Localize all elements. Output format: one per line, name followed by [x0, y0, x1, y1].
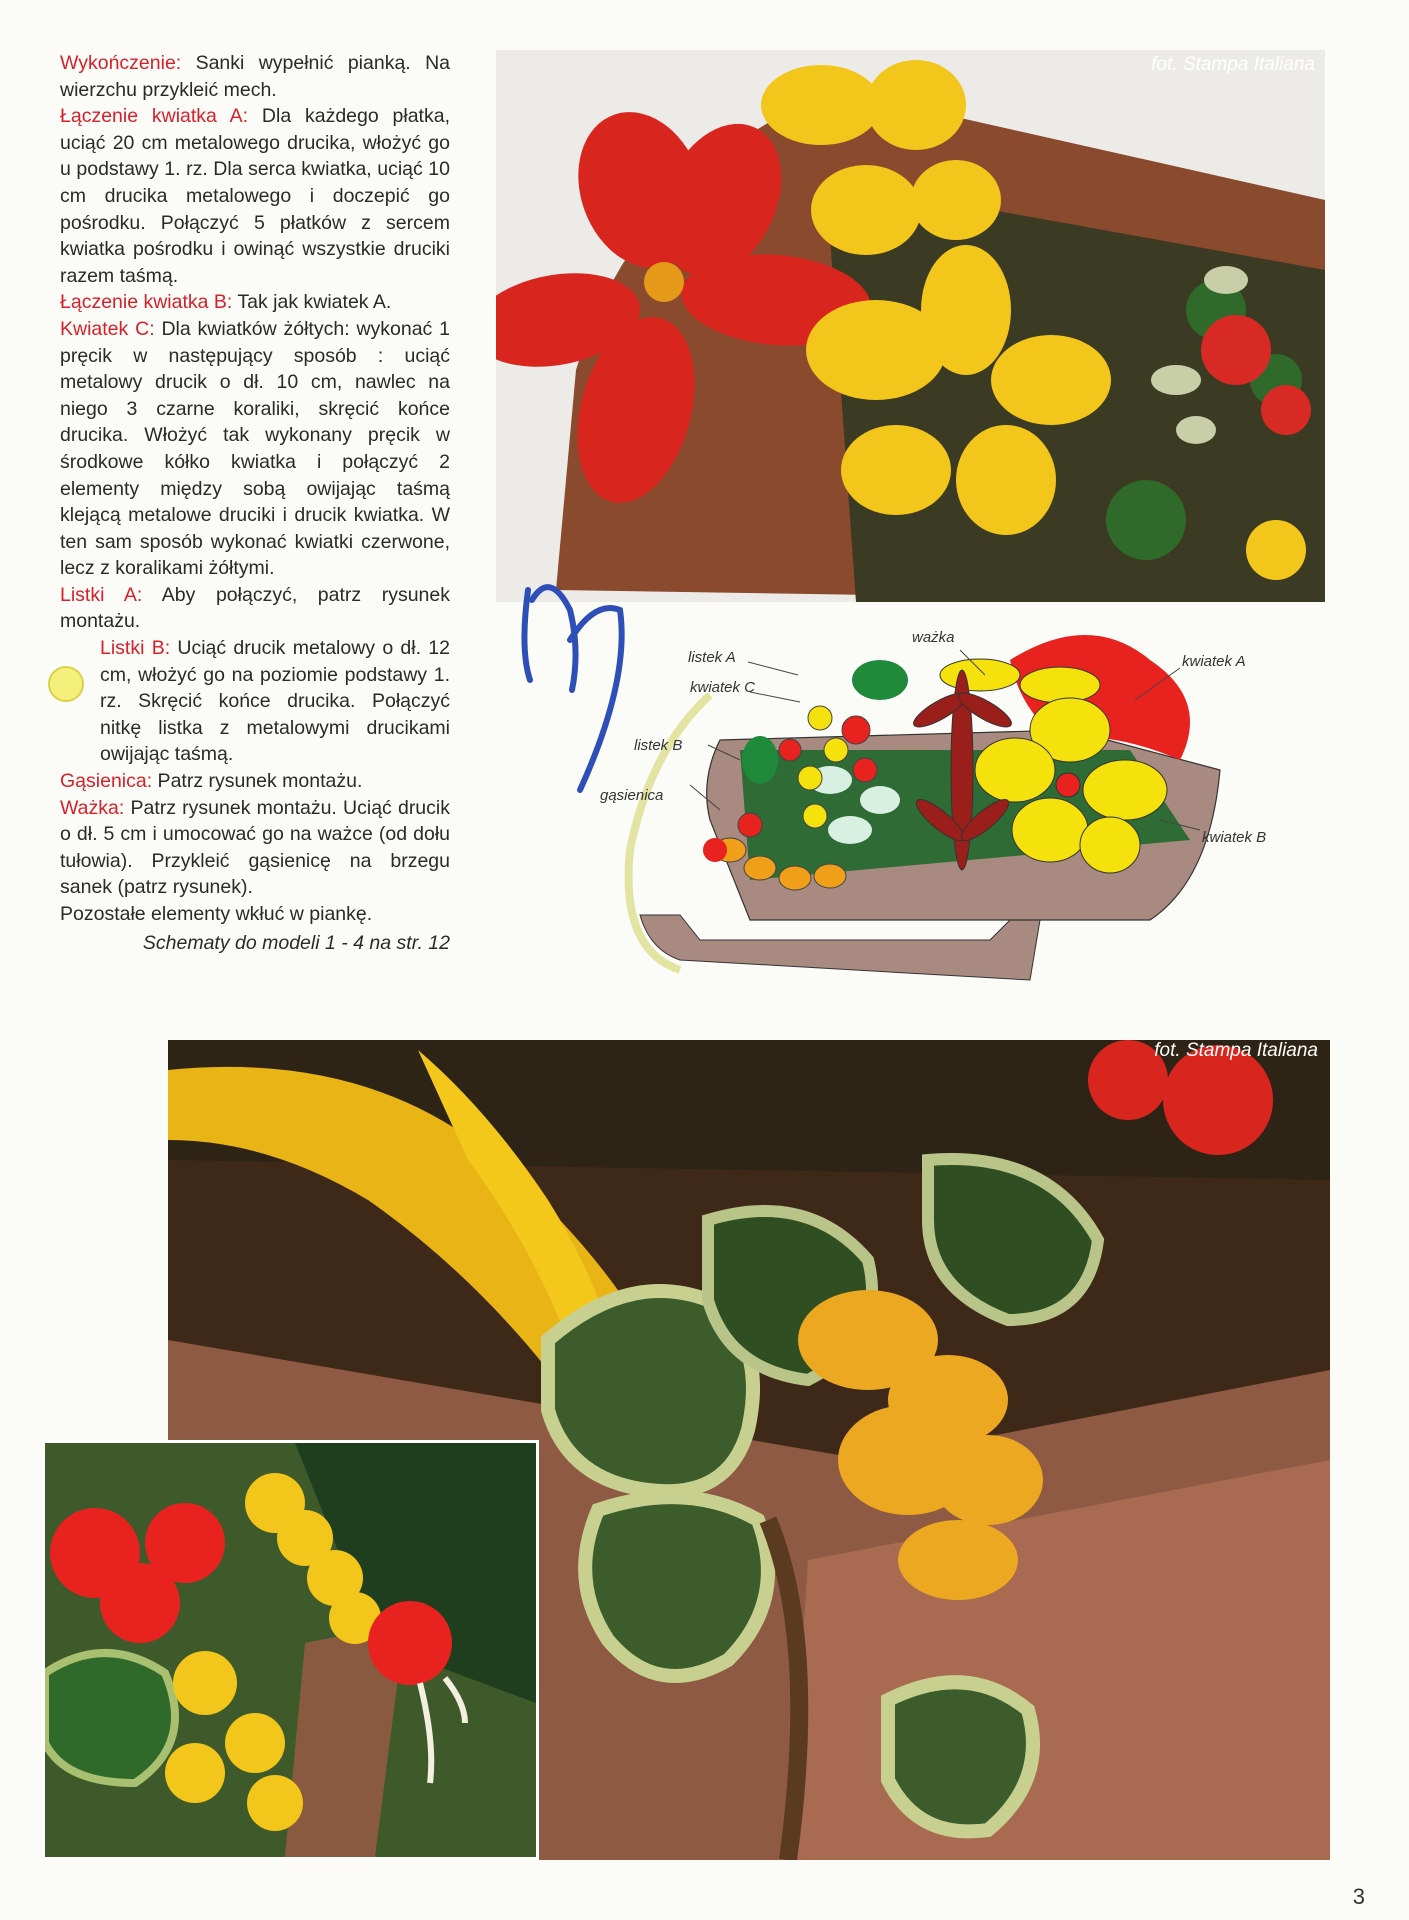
- text-kwiatek-c: Dla kwiatków żółtych: wykonać 1 pręcik w następujący sposób : uciąć metalowy drucik o dł. 10 cm, nawlec na niego 3 czarne koraliki, skręcić końce drucika. Włożyć tak wykonany pręcik w środkowe kółko kwiatka i połączyć 2 elementy między sobą owijając taśmą klejącą metalowe druciki i drucik kwiatka. W ten sam sposób wykonać kwiatki czerwone, lecz z koralikami żółtymi.: [60, 317, 450, 580]
- photo-credit-top: fot. Stampa Italiana: [1151, 54, 1315, 75]
- heading-laczenie-a: Łączenie kwiatka A:: [60, 105, 249, 128]
- photo-top-flowers: [496, 50, 1325, 602]
- diagram-label-listek-a: listek A: [688, 649, 736, 666]
- heading-listki-b: Listki B:: [100, 637, 171, 660]
- text-listki-a: Aby połączyć, patrz rysunek montażu.: [60, 583, 450, 633]
- text-wykonczenie: Sanki wypełnić pianką. Na wierzchu przykleić mech.: [60, 52, 450, 101]
- yellow-dot-marker: [48, 666, 84, 702]
- diagram-label-kwiatek-c: kwiatek C: [690, 679, 756, 696]
- para-wazka: [60, 795, 450, 901]
- text-listki-b: Uciąć drucik metalowy o dł. 12 cm, włożyć go na poziomie podstawy 1. rz. Skręcić końce drucika. Połączyć nitkę listka z metalowymi drucikami owijając taśmą.: [100, 637, 450, 766]
- text-wazka: Patrz rysunek montażu. Uciąć drucik o dł. 5 cm i umocować go na ważce (od dołu tułowia). Przykleić gąsienicę na brzegu sanek (patrz rysunek).: [60, 796, 450, 899]
- text-pozostale: Pozostałe elementy wkłuć w piankę.: [60, 903, 373, 925]
- para-listki-b: [100, 635, 450, 768]
- page-number: 3: [1352, 1884, 1365, 1909]
- diagram-label-listek-b: listek B: [634, 737, 683, 754]
- diagram-label-gasienica: gąsienica: [600, 787, 664, 804]
- diagram-label-wazka: ważka: [912, 629, 955, 646]
- heading-wazka: Ważka:: [60, 796, 125, 819]
- heading-kwiatek-c: Kwiatek C:: [60, 317, 155, 340]
- text-laczenie-a: Dla każdego płatka, uciąć 20 cm metalowego drucika, włożyć go u podstawy 1. rz. Dla serca kwiatka, uciąć 10 cm drucika metalowego i doczepić go pośrodku. Połączyć 5 płatków z sercem kwiatka pośrodku i owinąć wszystkie druciki razem taśmą.: [60, 105, 450, 287]
- heading-laczenie-b: Łączenie kwiatka B:: [60, 291, 233, 314]
- photo-credit-bottom: fot. Stampa Italiana: [1154, 1040, 1318, 1061]
- text-gasienica: Patrz rysunek montażu.: [152, 770, 363, 793]
- diagram-label-kwiatek-a: kwiatek A: [1182, 653, 1246, 670]
- para-kwiatek-c: [60, 316, 450, 582]
- diagram-label-kwiatek-b: kwiatek B: [1202, 829, 1267, 846]
- photo-inset-caterpillar: [42, 1440, 539, 1860]
- para-laczenie-a: [60, 103, 450, 289]
- para-wykonczenie: [60, 50, 450, 103]
- instructions-column: [60, 50, 450, 956]
- photo-top-illustration: [496, 50, 1325, 602]
- photo-inset-illustration: [45, 1443, 536, 1857]
- para-listki-a: [60, 582, 450, 635]
- para-pozostale: [60, 901, 450, 928]
- heading-gasienica: Gąsienica:: [60, 770, 153, 793]
- assembly-diagram-svg: [590, 620, 1310, 1000]
- assembly-diagram: [590, 620, 1310, 1000]
- heading-wykonczenie: Wykończenie:: [60, 52, 182, 74]
- text-laczenie-b: Tak jak kwiatek A.: [232, 291, 392, 314]
- schematy-reference: Schematy do modeli 1 - 4 na str. 12: [142, 931, 450, 954]
- para-gasienica: [60, 768, 450, 795]
- heading-listki-a: Listki A:: [60, 583, 143, 606]
- para-laczenie-b: [60, 289, 450, 316]
